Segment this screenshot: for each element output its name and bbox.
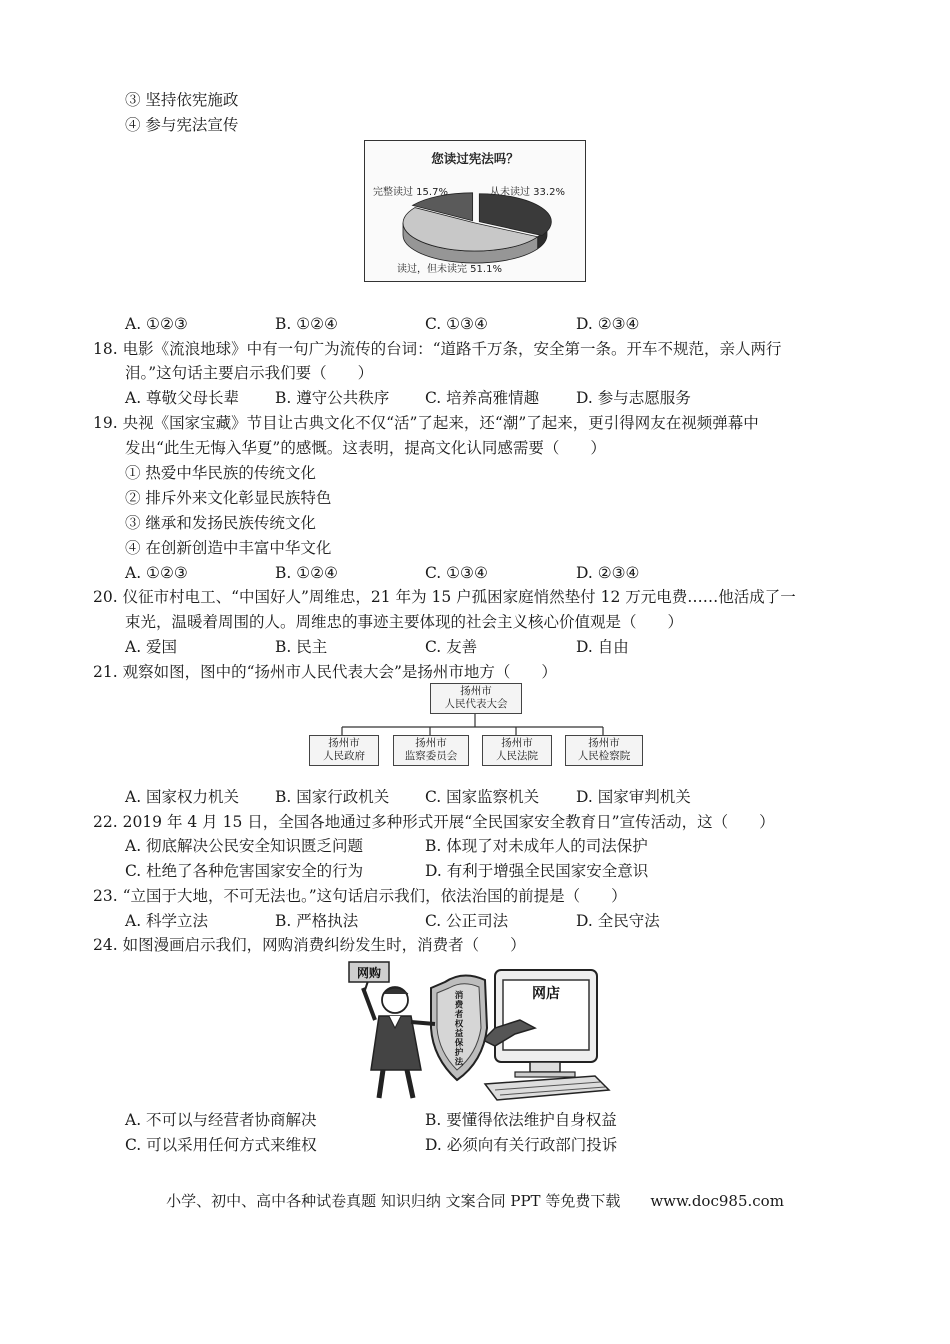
q20-stem-line2: 束光，温暖着周围的人。周维忠的事迹主要体现的社会主义核心价值观是（ ） xyxy=(125,613,684,631)
org-box-court: 扬州市 人民法院 xyxy=(482,735,552,766)
page-footer: 小学、初中、高中各种试卷真题 知识归纳 文案合同 PPT 等免费下载 www.doc985.com xyxy=(166,1192,784,1210)
q18-option-b: B. 遵守公共秩序 xyxy=(275,389,390,407)
q19-item-2: ② 排斥外来文化彰显民族特色 xyxy=(125,489,332,507)
q18-option-a: A. 尊敬父母长辈 xyxy=(125,389,240,407)
q20-option-c: C. 友善 xyxy=(425,638,478,656)
q22-option-c: C. 杜绝了各种危害国家安全的行为 xyxy=(125,862,364,880)
q21-stem: 21. 观察如图，图中的“扬州市人民代表大会”是扬州市地方（ ） xyxy=(93,663,557,681)
q23-option-c: C. 公正司法 xyxy=(425,912,509,930)
q20-option-b: B. 民主 xyxy=(275,638,328,656)
org-box-congress: 扬州市 人民代表大会 xyxy=(430,683,522,714)
pie-slices xyxy=(403,193,551,263)
q19-option-a: A. ①②③ xyxy=(125,564,188,582)
q18-option-c: C. 培养高雅情趣 xyxy=(425,389,540,407)
q23-option-d: D. 全民守法 xyxy=(576,912,660,930)
q17-option-d: D. ②③④ xyxy=(576,315,640,333)
q24-option-d: D. 必须向有关行政部门投诉 xyxy=(425,1136,618,1154)
pie-label-never: 从未读过 33.2% xyxy=(490,187,565,198)
q21-option-d: D. 国家审判机关 xyxy=(576,788,691,806)
pie-chart xyxy=(365,141,585,281)
org-box-supervision: 扬州市 监察委员会 xyxy=(393,735,469,766)
q21-option-a: A. 国家权力机关 xyxy=(125,788,240,806)
q19-stem-line2: 发出“此生无悔入华夏”的感慨。这表明，提高文化认同感需要（ ） xyxy=(125,439,606,457)
pie-label-complete: 完整读过 15.7% xyxy=(373,187,448,198)
consumer-person-icon xyxy=(363,987,435,1098)
keyboard-icon xyxy=(485,1076,609,1100)
q17-option-b: B. ①②④ xyxy=(275,315,338,333)
pie-label-partial: 读过，但未读完 51.1% xyxy=(397,264,502,275)
q17-item-3: ③ 坚持依宪施政 xyxy=(125,91,239,109)
q19-item-1: ① 热爱中华民族的传统文化 xyxy=(125,464,316,482)
q19-item-4: ④ 在创新创造中丰富中华文化 xyxy=(125,539,332,557)
q19-stem-line1: 19. 央视《国家宝藏》节目让古典文化不仅“活”了起来，还“潮”了起来，更引得网友在视频弹幕中 xyxy=(93,414,759,432)
q24-option-a: A. 不可以与经营者协商解决 xyxy=(125,1111,317,1129)
q24-stem: 24. 如图漫画启示我们，网购消费纠纷发生时，消费者（ ） xyxy=(93,936,526,954)
q20-stem-line1: 20. 仪征市村电工、“中国好人”周维忠，21 年为 15 户孤困家庭悄然垫付 12 万元电费……他活成了一 xyxy=(93,588,796,606)
q23-option-b: B. 严格执法 xyxy=(275,912,359,930)
q18-stem-line2: 泪。”这句话主要启示我们要（ ） xyxy=(125,364,374,382)
q22-option-a: A. 彻底解决公民安全知识匮乏问题 xyxy=(125,837,364,855)
q19-option-c: C. ①③④ xyxy=(425,564,488,582)
pie-chart-figure xyxy=(364,140,586,282)
org-box-procuratorate: 扬州市 人民检察院 xyxy=(565,735,643,766)
q22-option-b: B. 体现了对未成年人的司法保护 xyxy=(425,837,648,855)
q18-stem-line1: 18. 电影《流浪地球》中有一句广为流传的台词：“道路千万条，安全第一条。开车不规范，亲人两行 xyxy=(93,340,782,358)
q17-option-a: A. ①②③ xyxy=(125,315,188,333)
q24-option-b: B. 要懂得依法维护自身权益 xyxy=(425,1111,617,1129)
shield-text: 消费者权益保护法 xyxy=(454,991,464,1068)
org-box-government: 扬州市 人民政府 xyxy=(309,735,379,766)
q17-option-c: C. ①③④ xyxy=(425,315,488,333)
q23-option-a: A. 科学立法 xyxy=(125,912,209,930)
sign-text: 网购 xyxy=(356,966,382,980)
q23-stem: 23. “立国于大地，不可无法也。”这句话启示我们，依法治国的前提是（ ） xyxy=(93,887,627,905)
q20-option-a: A. 爱国 xyxy=(125,638,178,656)
screen-text: 网店 xyxy=(532,986,560,1002)
q18-option-d: D. 参与志愿服务 xyxy=(576,389,691,407)
q21-option-c: C. 国家监察机关 xyxy=(425,788,540,806)
q19-option-b: B. ①②④ xyxy=(275,564,338,582)
q20-option-d: D. 自由 xyxy=(576,638,629,656)
q21-option-b: B. 国家行政机关 xyxy=(275,788,390,806)
q17-item-4: ④ 参与宪法宣传 xyxy=(125,116,239,134)
chart-title: 您读过宪法吗？ xyxy=(431,151,519,166)
q22-option-d: D. 有利于增强全民国家安全意识 xyxy=(425,862,649,880)
cartoon-drawing xyxy=(345,958,615,1103)
q19-option-d: D. ②③④ xyxy=(576,564,640,582)
q24-option-c: C. 可以采用任何方式来维权 xyxy=(125,1136,317,1154)
consumer-rights-cartoon xyxy=(345,958,615,1103)
q19-item-3: ③ 继承和发扬民族传统文化 xyxy=(125,514,316,532)
q22-stem: 22. 2019 年 4 月 15 日，全国各地通过多种形式开展“全民国家安全教育日”宣传活动，这（ ） xyxy=(93,813,775,831)
